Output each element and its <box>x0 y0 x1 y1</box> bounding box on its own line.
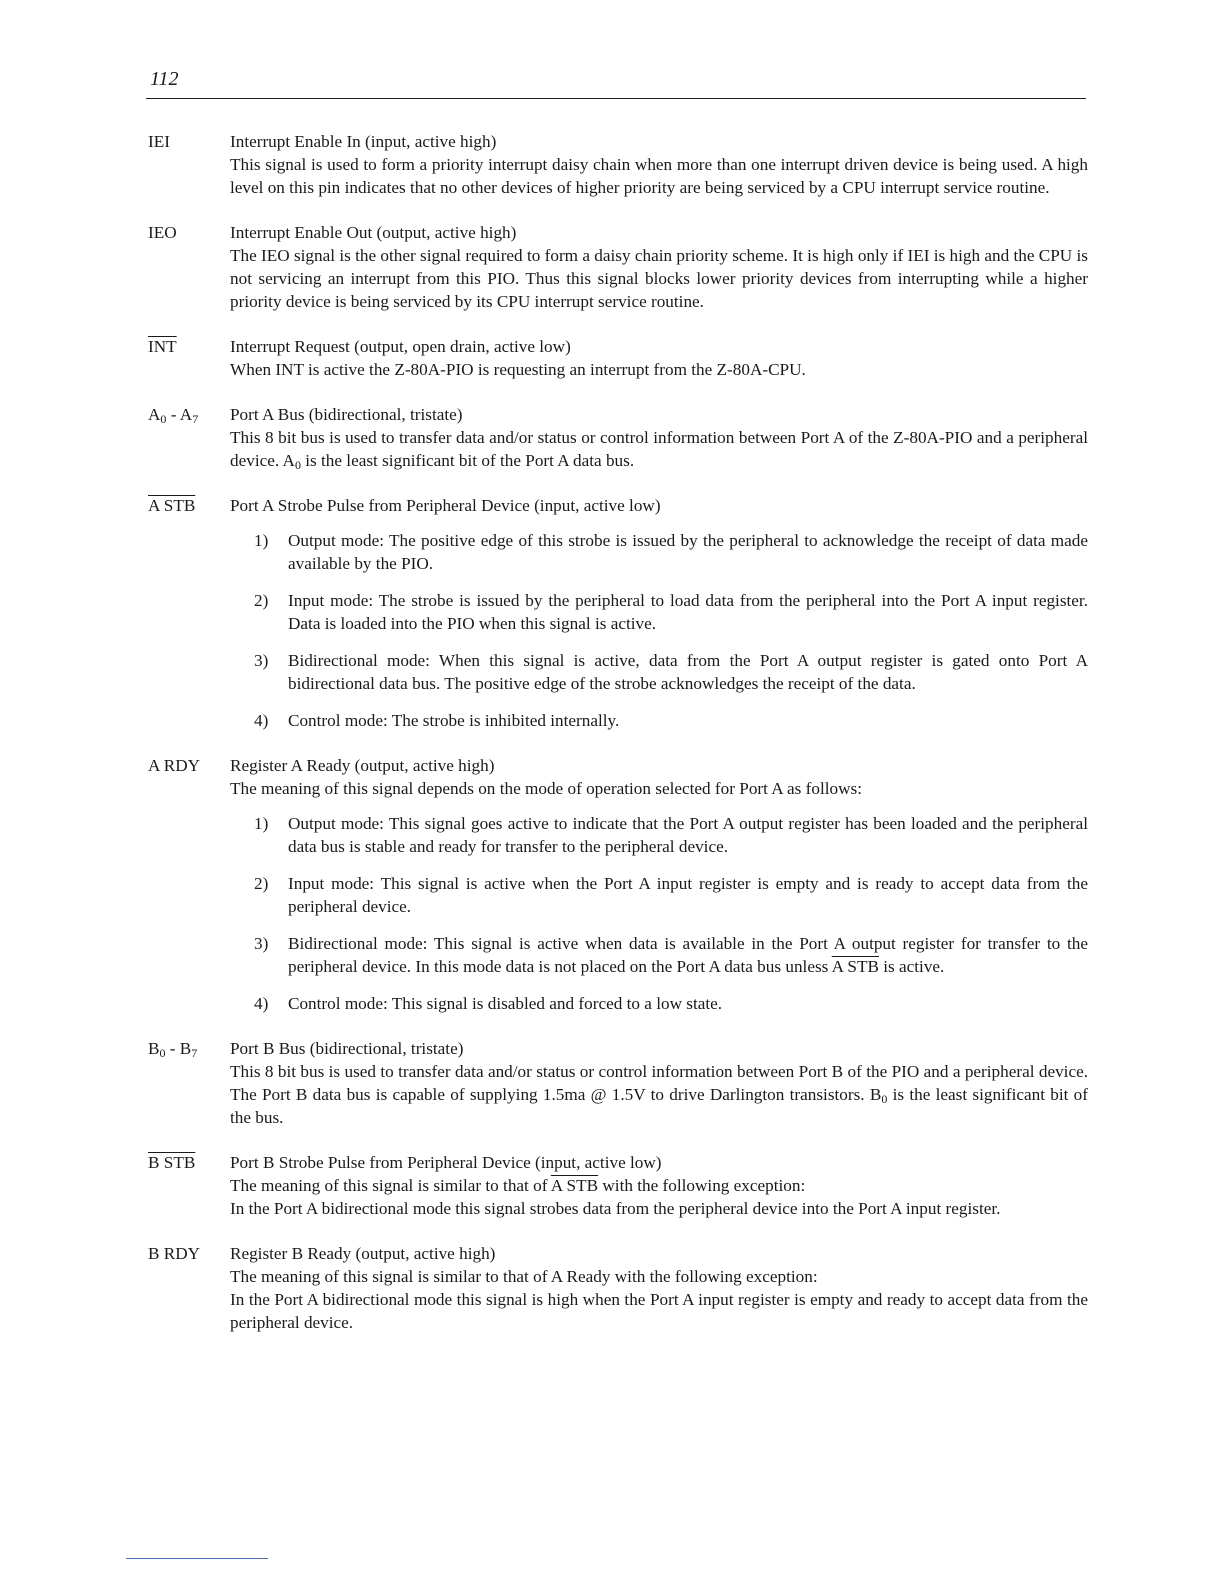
item-number: 3) <box>254 651 269 670</box>
desc-subscript: 0 <box>294 458 301 472</box>
entry-description <box>230 1060 1088 1129</box>
signal-part: A <box>179 405 193 424</box>
signal-subscript: 7 <box>191 1046 198 1060</box>
signal-name <box>148 1151 230 1220</box>
desc-text: The meaning of this signal is similar to that of <box>230 1176 551 1195</box>
entry-body <box>230 130 1088 199</box>
signal-name <box>148 403 230 472</box>
entry-body <box>230 221 1088 313</box>
signal-subscript: 0 <box>159 1046 166 1060</box>
list-item <box>254 872 1088 918</box>
desc-subscript: 0 <box>881 1092 888 1106</box>
mode-list <box>254 529 1088 732</box>
signal-part: B <box>148 1039 160 1058</box>
entry-title: Port B Bus (bidirectional, tristate) <box>230 1039 464 1058</box>
entry-b0-b7 <box>148 1037 1088 1129</box>
entry-description: The meaning of this signal depends on the mode of operation selected for Port A as follows: <box>230 779 862 798</box>
item-text: Output mode: The positive edge of this strobe is issued by the peripheral to acknowledge the receipt of data made available by the PIO. <box>288 531 1088 573</box>
signal-name-overlined: $\overline{INT}$ <box>148 337 177 356</box>
desc-overlined: A STB <box>550 1176 599 1195</box>
signal-name: IEO <box>148 223 177 242</box>
signal-part: A <box>148 405 161 424</box>
entry-a0-a7 <box>148 403 1088 472</box>
entry-ieo <box>148 221 1088 313</box>
item-number: 1) <box>254 814 269 833</box>
entry-body <box>230 1151 1088 1220</box>
list-item <box>254 529 1088 575</box>
entry-title: Interrupt Enable In (input, active high) <box>230 132 497 151</box>
list-item <box>254 992 1088 1015</box>
entry-a-stb <box>148 494 1088 732</box>
entry-description: The meaning of this signal is similar to that of A Ready with the following exception: <box>230 1267 818 1286</box>
signal-name <box>148 335 230 381</box>
signal-name-overlined: B STB <box>148 1153 196 1172</box>
item-text-part: is active. <box>878 957 945 976</box>
entry-body <box>230 1242 1088 1334</box>
list-item <box>254 649 1088 695</box>
item-text-part: Bidirectional mode: This signal is active when data is available in the Port A output register for transfer to the peripheral device. In this mode data is not placed on the Port A data bus unless <box>288 934 1088 976</box>
signal-separator: - <box>165 1039 180 1058</box>
entry-int <box>148 335 1088 381</box>
item-text: Input mode: The strobe is issued by the peripheral to load data from the peripheral into the Port A input register. Data is loaded into the PIO when this signal is active. <box>288 591 1088 633</box>
header-rule <box>146 98 1086 99</box>
desc-text-tail: is the least significant bit of the bus. <box>230 1085 1088 1127</box>
entry-title: Port A Strobe Pulse from Peripheral Device (input, active low) <box>230 496 661 515</box>
entry-description <box>230 426 1088 472</box>
entry-description <box>230 1174 1088 1197</box>
item-number: 4) <box>254 994 269 1013</box>
entry-title: Interrupt Request (output, open drain, active low) <box>230 337 571 356</box>
exception-text: In the Port A bidirectional mode this signal strobes data from the peripheral device into the Port A input register. <box>230 1199 1001 1218</box>
item-number: 2) <box>254 874 269 893</box>
entry-description: This signal is used to form a priority interrupt daisy chain when more than one interrupt driven device is being used. A high level on this pin indicates that no other devices of higher priority are being serviced by a CPU interrupt service routine. <box>230 155 1088 197</box>
signal-subscript: 0 <box>160 412 167 426</box>
entry-body <box>230 754 1088 1015</box>
item-text: Bidirectional mode: When this signal is active, data from the Port A output register is gated onto Port A bidirectional data bus. The positive edge of the strobe acknowledges the receipt of the data. <box>288 651 1088 693</box>
entry-body <box>230 403 1088 472</box>
signal-subscript: 7 <box>192 412 199 426</box>
desc-symbol: A <box>282 451 295 470</box>
signal-name <box>148 1037 230 1129</box>
item-text <box>288 932 1088 978</box>
entry-title: Port B Strobe Pulse from Peripheral Device (input, active low) <box>230 1153 662 1172</box>
entry-description: When INT is active the Z-80A-PIO is requesting an interrupt from the Z-80A-CPU. <box>230 360 806 379</box>
item-number: 3) <box>254 934 269 953</box>
entry-b-stb <box>148 1151 1088 1220</box>
entry-body <box>230 1037 1088 1129</box>
mode-list <box>254 812 1088 1015</box>
entry-title: Register B Ready (output, active high) <box>230 1244 496 1263</box>
page-number: 112 <box>150 68 179 90</box>
entry-iei <box>148 130 1088 199</box>
entry-b-rdy <box>148 1242 1088 1334</box>
signal-name: B RDY <box>148 1244 201 1263</box>
footer-rule <box>126 1558 268 1559</box>
list-item <box>254 932 1088 978</box>
desc-text-tail: is the least significant bit of the Port A data bus. <box>300 451 635 470</box>
item-text: Input mode: This signal is active when the Port A input register is empty and is ready to accept data from the peripheral device. <box>288 874 1088 916</box>
signal-name-overlined: A STB <box>148 496 196 515</box>
signal-separator: - <box>166 405 180 424</box>
desc-text: This 8 bit bus is used to transfer data and/or status or control information between Port A of the Z-80A-PIO and a peripheral device. <box>230 428 1088 470</box>
entry-title: Interrupt Enable Out (output, active high) <box>230 223 517 242</box>
item-text: Output mode: This signal goes active to indicate that the Port A output register has been loaded and the peripheral data bus is stable and ready for transfer to the peripheral device. <box>288 814 1088 856</box>
entry-title: Register A Ready (output, active high) <box>230 756 495 775</box>
signal-descriptions <box>148 130 1088 1356</box>
entry-description: The IEO signal is the other signal required to form a daisy chain priority scheme. It is high only if IEI is high and the CPU is not servicing an interrupt from this PIO. Thus this signal blocks lower priority devices from interrupting while a higher priority device is being serviced by its CPU interrupt service routine. <box>230 246 1088 311</box>
item-text-overlined: A STB <box>831 957 879 976</box>
entry-title: Port A Bus (bidirectional, tristate) <box>230 405 463 424</box>
signal-name: A RDY <box>148 756 201 775</box>
signal-name <box>148 494 230 732</box>
item-text: Control mode: The strobe is inhibited internally. <box>288 711 620 730</box>
entry-body <box>230 335 1088 381</box>
entry-a-rdy <box>148 754 1088 1015</box>
desc-text: This 8 bit bus is used to transfer data and/or status or control information between Port B of the PIO and a peripheral device. The Port B data bus is capable of supplying 1.5ma @ 1.5V to drive Darlington transistors. <box>230 1062 1088 1104</box>
signal-name: IEI <box>148 132 170 151</box>
signal-part: B <box>179 1039 192 1058</box>
desc-text-tail: with the following exception: <box>598 1176 806 1195</box>
item-number: 1) <box>254 531 269 550</box>
list-item <box>254 589 1088 635</box>
desc-symbol: B <box>869 1085 882 1104</box>
item-number: 2) <box>254 591 269 610</box>
list-item <box>254 709 1088 732</box>
exception-text: In the Port A bidirectional mode this signal is high when the Port A input register is empty and ready to accept data from the peripheral device. <box>230 1290 1088 1332</box>
list-item <box>254 812 1088 858</box>
item-number: 4) <box>254 711 269 730</box>
item-text: Control mode: This signal is disabled and forced to a low state. <box>288 994 723 1013</box>
entry-body <box>230 494 1088 732</box>
